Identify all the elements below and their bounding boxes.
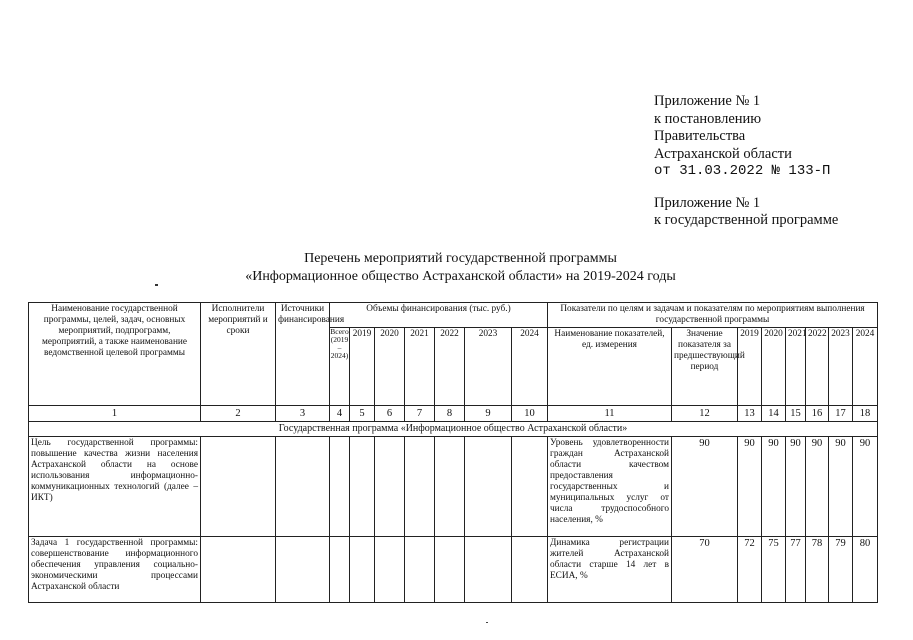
row-year-value: 90 [853, 437, 878, 537]
column-number: 3 [276, 406, 330, 422]
title-line-1: Перечень мероприятий государственной программы [304, 251, 617, 266]
column-number: 8 [435, 406, 465, 422]
header-year: 2023 [465, 328, 512, 406]
row-year-value: 90 [806, 437, 829, 537]
column-number: 18 [853, 406, 878, 422]
scan-speck [486, 622, 488, 623]
header-row-1 [29, 303, 878, 328]
measures-table [28, 302, 878, 603]
scan-speck [155, 284, 158, 286]
header-prev-value: Значение показателя за предшествующий период [672, 328, 738, 406]
appendix1-line: Правительства [654, 128, 746, 144]
column-number: 17 [829, 406, 853, 422]
appendix2-line: Приложение № 1 [654, 194, 761, 211]
section-row [29, 422, 878, 437]
column-number: 13 [738, 406, 762, 422]
column-number-row [29, 406, 878, 422]
column-number: 5 [350, 406, 375, 422]
appendix2-line: к государственной программе [654, 212, 839, 228]
header-year: 2019 [350, 328, 375, 406]
row-indicator: Уровень удовлетворенности граждан Астраханской области качеством предоставления государственных и муниципальных услуг от числа трудоспособного населения, % [548, 437, 672, 537]
row-sources [276, 437, 330, 537]
column-number: 7 [405, 406, 435, 422]
header-year: 2023 [829, 328, 853, 406]
column-number: 12 [672, 406, 738, 422]
row-year-value: 77 [786, 537, 806, 603]
document-title [0, 250, 905, 286]
appendix1-line: к постановлению [654, 110, 762, 127]
column-number: 9 [465, 406, 512, 422]
header-indicators: Показатели по целям и задачам и показателям по мероприятиям выполнения государственной программы [548, 303, 878, 328]
appendix-header [654, 93, 838, 230]
header-year: 2020 [762, 328, 786, 406]
appendix1-line: Приложение № 1 [654, 93, 761, 109]
row-year-value: 90 [829, 437, 853, 537]
header-executors: Исполнители мероприятий и сроки [201, 303, 276, 406]
header-year: 2020 [375, 328, 405, 406]
row-year-value: 80 [853, 537, 878, 603]
decree-date-line: от 31.03.2022 № 133-П [654, 163, 831, 179]
row-executors [201, 537, 276, 603]
row-year-value: 90 [786, 437, 806, 537]
row-year-value: 75 [762, 537, 786, 603]
column-number: 14 [762, 406, 786, 422]
header-year: 2021 [405, 328, 435, 406]
row-prev-value: 70 [672, 537, 738, 603]
table-row [29, 537, 878, 603]
header-year: 2022 [806, 328, 829, 406]
header-sources: Источники финансирования [276, 303, 330, 406]
row-name: Цель государственной программы: повышение качества жизни населения Астраханской области на основе использования информационно-коммуникационных технологий (далее – ИКТ) [29, 437, 201, 537]
column-number: 2 [201, 406, 276, 422]
header-total: Всего (2019 – 2024) [330, 328, 350, 406]
header-funding: Объемы финансирования (тыс. руб.) [330, 303, 548, 328]
table-row [29, 437, 878, 537]
row-year-value: 79 [829, 537, 853, 603]
column-number: 4 [330, 406, 350, 422]
row-year-value: 72 [738, 537, 762, 603]
header-year: 2024 [512, 328, 548, 406]
column-number: 16 [806, 406, 829, 422]
section-title: Государственная программа «Информационное общество Астраханской области» [29, 422, 878, 437]
row-year-value: 90 [738, 437, 762, 537]
column-number: 15 [786, 406, 806, 422]
header-year: 2024 [853, 328, 878, 406]
row-indicator: Динамика регистрации жителей Астраханской области старше 14 лет в ЕСИА, % [548, 537, 672, 603]
row-sources [276, 537, 330, 603]
row-year-value: 78 [806, 537, 829, 603]
column-number: 6 [375, 406, 405, 422]
column-number: 10 [512, 406, 548, 422]
header-year: 2022 [435, 328, 465, 406]
header-indicator-name: Наименование показателей, ед. измерения [548, 328, 672, 406]
row-executors [201, 437, 276, 537]
row-name: Задача 1 государственной программы: совершенствование информационного обеспечения управления социально-экономическими процессами Астраханской области [29, 537, 201, 603]
column-number: 11 [548, 406, 672, 422]
row-year-value: 90 [762, 437, 786, 537]
header-name: Наименование государственной программы, целей, задач, основных мероприятий, подпрограмм, мероприятий, а также наименование ведомственной целевой программы [29, 303, 201, 406]
column-number: 1 [29, 406, 201, 422]
row-prev-value: 90 [672, 437, 738, 537]
appendix1-line: Астраханской области [654, 145, 792, 162]
header-year: 2021 [786, 328, 806, 406]
header-year: 2019 [738, 328, 762, 406]
title-line-2: «Информационное общество Астраханской области» на 2019-2024 годы [245, 269, 676, 284]
